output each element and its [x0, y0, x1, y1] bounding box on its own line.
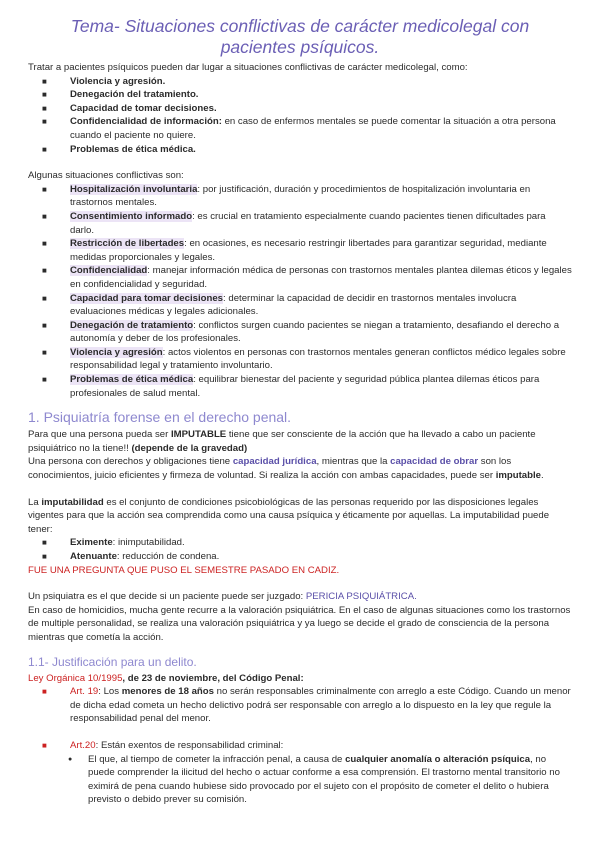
list-item: ■ Art. 19: Los menores de 18 años no serán responsables criminalmente con arreglo a este Código. Cuando un menor de dicha edad cometa un hecho delictivo podrá ser responsable con arreglo a lo dispuesto en la ley que regule la responsabilidad penal del menor. [42, 686, 571, 725]
list-item: ■ Violencia y agresión: actos violentos en personas con trastornos mentales generan conflictos médico legales sobre responsabilidad legal y tratamiento involuntario. [42, 346, 566, 372]
law-reference: Ley Orgánica 10/1995, de 23 de noviembre, del Código Penal: [28, 672, 304, 684]
paragraph: Para que una persona pueda ser IMPUTABLE tiene que ser consciente de la acción que ha llevado a cabo un paciente psiquiátrico no la tiene!! (depende de la gravedad) [28, 429, 536, 454]
conflict-list [28, 75, 572, 157]
paragraph: En caso de homicidios, mucha gente recurre a la valoración psiquiátrica. En el caso de algunas situaciones como los trastornos de multiple personalidad, se realiza una valoración psiquiátrica y ya luego se decide el grado de consciencia de la persona mientras que cometía la acción. [28, 604, 571, 643]
list-item: ■ Problemas de ética médica. [42, 143, 196, 155]
list-item: ■ Violencia y agresión. [42, 75, 166, 87]
page-title: Tema- Situaciones conflictivas de carácter medicolegal con pacientes psíquicos. [70, 16, 530, 57]
intro-paragraph: Tratar a pacientes psíquicos pueden dar lugar a situaciones conflictivas de carácter medicolegal, como: [28, 62, 468, 73]
list-item: ■ Restricción de libertades: en ocasiones, es necesario restringir libertades para garantizar seguridad, mediante medidas proporcionales y legales. [42, 238, 547, 263]
paragraph: Una persona con derechos y obligaciones tiene capacidad jurídica, mientras que la capacidad de obrar son los conocimientos, juicio eficientes y firmeza de voluntad. Si realiza la acción con ambas capacidades, puede ser imputable. [28, 456, 544, 482]
paragraph: La imputabilidad es el conjunto de condiciones psicobiológicas de las personas requerido por las disposiciones legales vigentes para que la acción sea comprendida como una causa psíquica y éticamente por aquellas. La imputabilidad puede tener: [28, 496, 550, 535]
list-item: ■ Problemas de ética médica: equilibrar bienestar del paciente y seguridad pública plantea dilemas éticos para profesionales de salud mental. [42, 374, 540, 399]
situations-list [28, 183, 572, 401]
document-page [0, 16, 600, 864]
subsection-heading: 1.1- Justificación para un delito. [28, 654, 197, 669]
list-item: ● El que, al tiempo de cometer la infracción penal, a causa de cualquier anomalía o alteración psíquica, no puede comprender la ilicitud del hecho o actuar conforme a esa comprensión. El trastorno mental transitorio no eximirá de pena cuando hubiese sido provocado por el sujeto con el propósito de cometer el delito o hubiera previsto o debido prever su comisión. [68, 753, 560, 806]
list-item: ■ Confidencialidad de información: en caso de enfermos mentales se puede comentar la situación a otra persona cuando el paciente no quiere. [42, 116, 556, 141]
articles-list [28, 685, 572, 726]
list-item: ■ Denegación del tratamiento. [42, 89, 199, 101]
list-item: ■ Capacidad para tomar decisiones: determinar la capacidad de decidir en trastornos mentales involucra evaluaciones médicas y legales adicionales. [42, 292, 517, 318]
exam-note: FUE UNA PREGUNTA QUE PUSO EL SEMESTRE PASADO EN CADIZ. [28, 564, 340, 576]
list-item: ■ Capacidad de tomar decisiones. [42, 102, 217, 114]
list-item: ■ Confidencialidad: manejar información médica de personas con trastornos mentales plantea dilemas éticos y legales en confidencialidad y seguridad. [42, 265, 572, 290]
list-item: ■ Consentimiento informado: es crucial en tratamiento especialmente cuando pacientes tienen dificultades para darlo. [42, 210, 546, 236]
list-item: ■ Hospitalización involuntaria: por justificación, duración y procedimientos de hospitalización involuntaria en trastornos mentales. [42, 183, 531, 209]
intro2-paragraph: Algunas situaciones conflictivas son: [28, 170, 184, 182]
list-item: ■ Denegación de tratamiento: conflictos surgen cuando pacientes se niegan a tratamiento, desafiando el derecho a autonomía y deber de los profesionales. [42, 319, 560, 345]
art20-sublist [28, 753, 572, 807]
paragraph: Un psiquiatra es el que decide si un paciente puede ser juzgado: PERICIA PSIQUIÁTRICA. [28, 591, 417, 603]
list-item: ■ Atenuante: reducción de condena. [42, 551, 220, 562]
imputability-list [28, 536, 572, 563]
articles-list [28, 739, 572, 753]
section-heading: 1. Psiquiatría forense en el derecho penal. [28, 409, 292, 426]
list-item: ■ Eximente: inimputabilidad. [42, 537, 185, 549]
list-item: ■ Art.20: Están exentos de responsabilidad criminal: [42, 739, 284, 751]
